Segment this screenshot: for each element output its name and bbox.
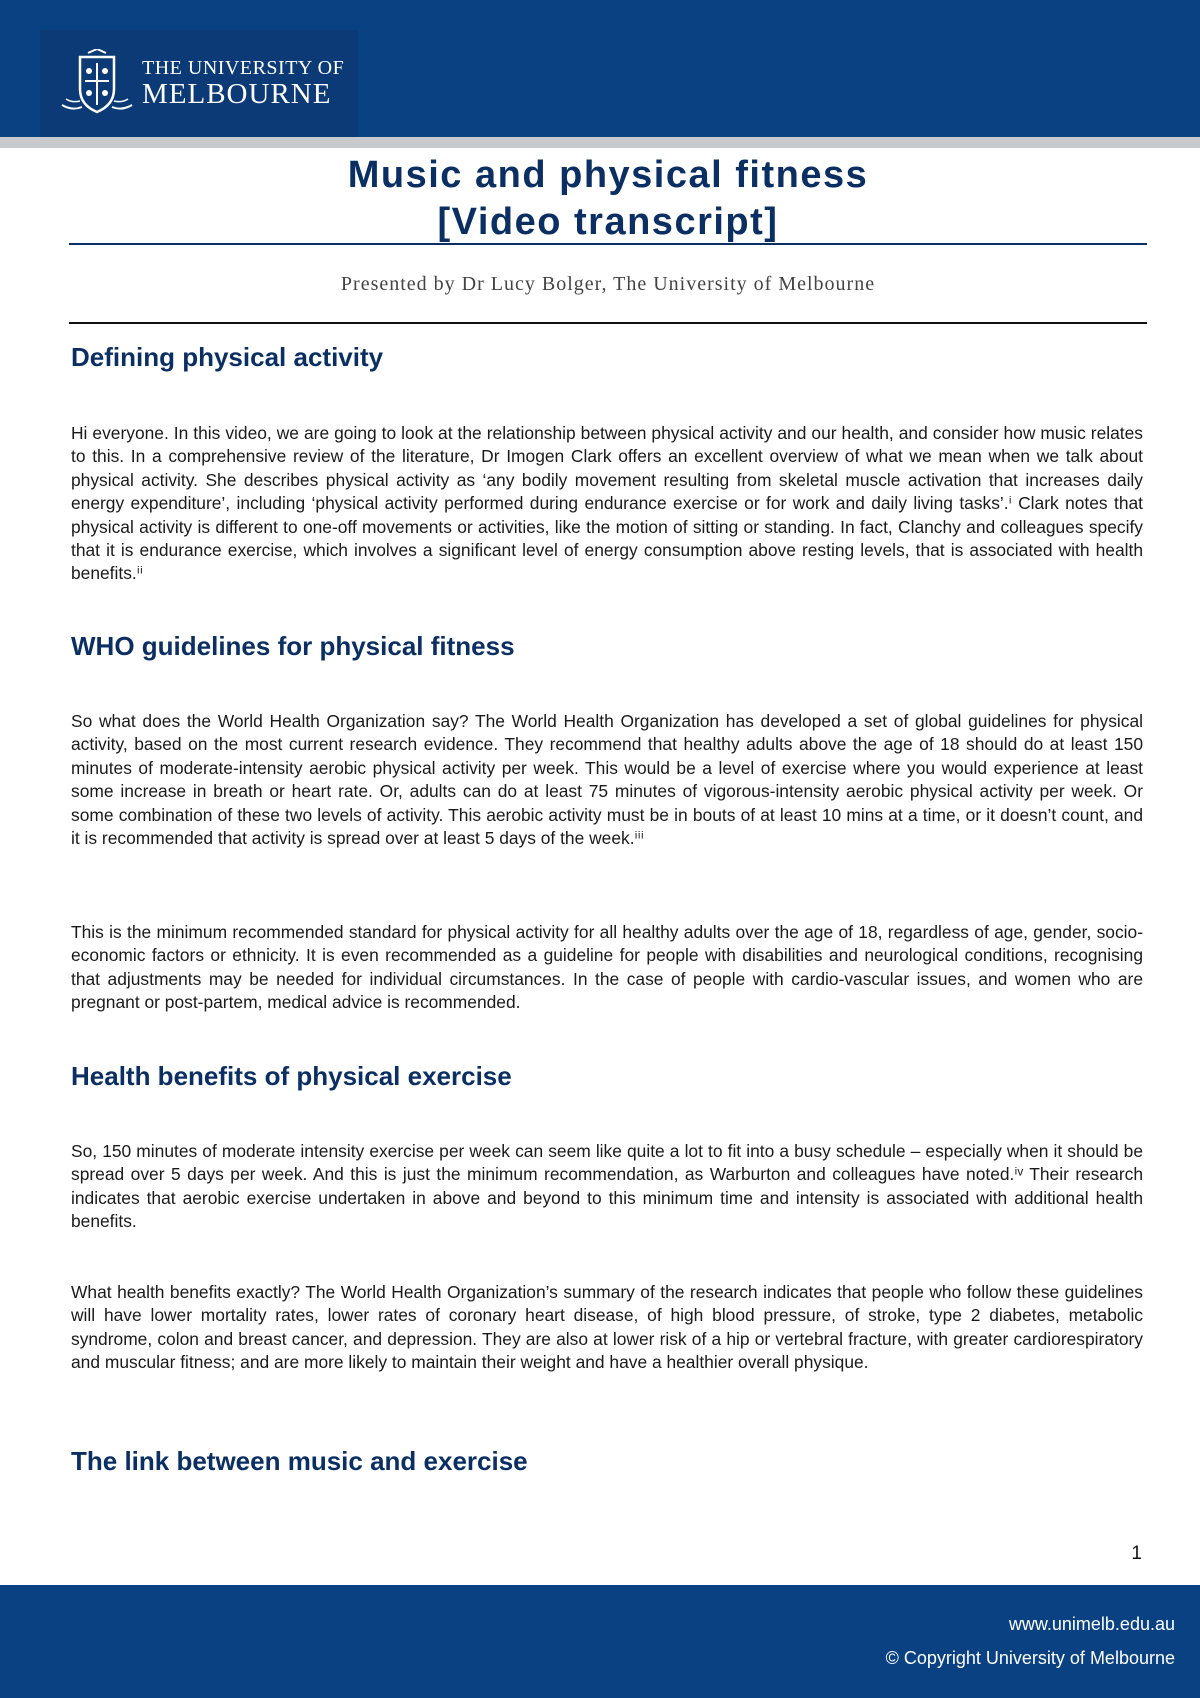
document-title <box>69 152 1147 245</box>
logo-line2: MELBOURNE <box>142 77 332 110</box>
footer-copyright: © Copyright University of Melbourne <box>885 1648 1175 1668</box>
paragraph-health-1: So, 150 minutes of moderate intensity exercise per week can seem like quite a lot to fit into a busy schedule – especially when it should be spread over 5 days per week. And this is just the minimum recommendation, as Warburton and colleagues have noted.ⁱᵛ Their research indicates that aerobic exercise undertaken in above and beyond to this minimum time and intensity is associated with additional health benefits. <box>71 1141 1143 1232</box>
header-band <box>0 0 1200 148</box>
university-logo[interactable] <box>40 30 358 137</box>
logo-wordmark <box>142 58 344 109</box>
section-heading-health: Health benefits of physical exercise <box>71 1061 512 1091</box>
title-line1: Music and physical fitness <box>347 154 869 196</box>
section-heading-link: The link between music and exercise <box>71 1446 528 1476</box>
page-number: 1 <box>1131 1543 1142 1564</box>
footer-url-link[interactable]: www.unimelb.edu.au <box>1008 1614 1175 1634</box>
paragraph-health-2: What health benefits exactly? The World Health Organization’s summary of the research indicates that people who follow these guidelines will have lower mortality rates, lower rates of coronary heart disease, of high blood pressure, of stroke, type 2 diabetes, metabolic syndrome, colon and breast cancer, and depression. They are also at lower risk of a hip or vertebral fracture, with greater cardiorespiratory and muscular fitness; and are more likely to maintain their weight and have a healthier overall physique. <box>71 1282 1143 1373</box>
crest-icon <box>58 49 136 119</box>
presenter-divider <box>69 322 1147 324</box>
logo-line1: THE UNIVERSITY OF <box>142 56 345 79</box>
title-line2: [Video transcript] <box>437 200 779 243</box>
section-heading-defining: Defining physical activity <box>71 342 384 372</box>
paragraph-who-2: This is the minimum recommended standard for physical activity for all healthy adults over the age of 18, regardless of age, gender, socio-economic factors or ethnicity. It is even recommended as a guideline for people with disabilities and neurological conditions, recognising that adjustments may be needed for individual circumstances. In the case of people with cardio-vascular issues, and women who are pregnant or post-partem, medical advice is recommended. <box>71 922 1143 1013</box>
footer-band <box>0 1585 1200 1698</box>
title-divider <box>69 243 1147 245</box>
paragraph-defining-1: Hi everyone. In this video, we are going to look at the relationship between physical activity and our health, and consider how music relates to this. In a comprehensive review of the literature, Dr Imogen Clark offers an excellent overview of what we mean when we talk about physical activity. She describes physical activity as ‘any bodily movement resulting from skeletal muscle activation that increases daily energy expenditure’, including ‘physical activity performed during endurance exercise or for work and daily living tasks’.ⁱ Clark notes that physical activity is different to one-off movements or activities, like the motion of sitting or standing. In fact, Clanchy and colleagues specify that it is endurance exercise, which involves a significant level of energy consumption above resting levels, that is associated with health benefits.ⁱⁱ <box>71 423 1143 584</box>
presenter-line: Presented by Dr Lucy Bolger, The University of Melbourne <box>340 273 876 295</box>
section-heading-who: WHO guidelines for physical fitness <box>71 631 515 661</box>
paragraph-who-1: So what does the World Health Organization say? The World Health Organization has developed a set of global guidelines for physical activity, based on the most current research evidence. They recommend that healthy adults above the age of 18 should do at least 150 minutes of moderate-intensity aerobic physical activity per week. This would be a level of exercise where you would experience at least some increase in breath or heart rate. Or, adults can do at least 75 minutes of vigorous-intensity aerobic physical activity per week. Or some combination of these two levels of activity. This aerobic activity must be in bouts of at least 10 mins at a time, or it doesn’t count, and it is recommended that activity is spread over at least 5 days of the week.ⁱⁱⁱ <box>71 711 1143 849</box>
